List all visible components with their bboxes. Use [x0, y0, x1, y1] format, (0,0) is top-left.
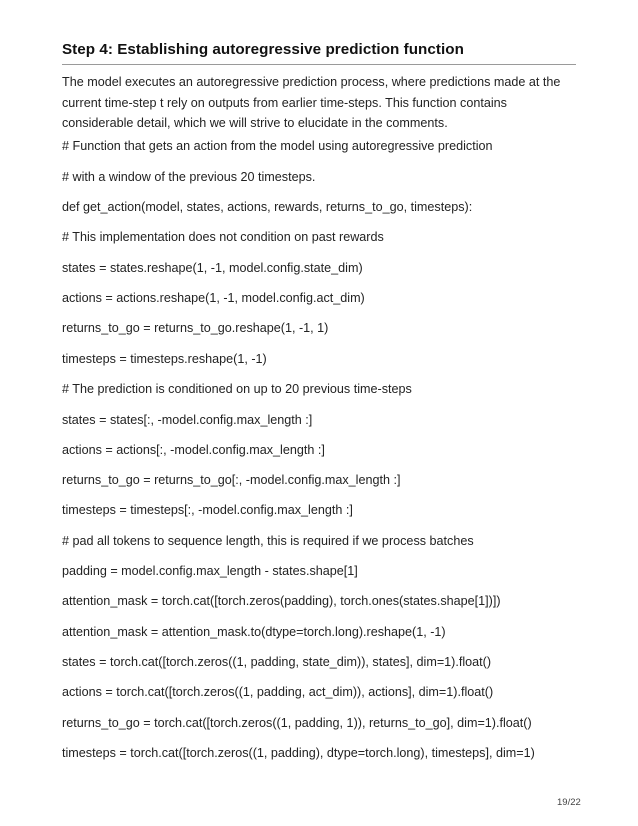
code-line: returns_to_go = torch.cat([torch.zeros((1, padding, 1)), returns_to_go], dim=1).float() — [62, 716, 532, 730]
code-line: states = states[:, -model.config.max_length :] — [62, 413, 313, 427]
code-line: padding = model.config.max_length - states.shape[1] — [62, 564, 358, 578]
code-line: states = torch.cat([torch.zeros((1, padding, state_dim)), states], dim=1).float() — [62, 655, 492, 669]
code-line: actions = torch.cat([torch.zeros((1, padding, act_dim)), actions], dim=1).float() — [62, 685, 494, 699]
code-line: timesteps = timesteps.reshape(1, -1) — [62, 352, 267, 366]
document-page — [62, 0, 576, 826]
page-number: 19/22 — [557, 797, 581, 808]
code-line: attention_mask = attention_mask.to(dtype=torch.long).reshape(1, -1) — [62, 625, 446, 639]
code-line: def get_action(model, states, actions, rewards, returns_to_go, timesteps): — [62, 200, 473, 214]
code-line: returns_to_go = returns_to_go[:, -model.config.max_length :] — [62, 473, 401, 487]
code-line: # The prediction is conditioned on up to 20 previous time-steps — [62, 382, 412, 396]
code-line: # with a window of the previous 20 timesteps. — [62, 170, 316, 184]
code-line: timesteps = timesteps[:, -model.config.max_length :] — [62, 503, 353, 517]
heading-divider — [62, 64, 576, 65]
code-line: returns_to_go = returns_to_go.reshape(1, -1, 1) — [62, 321, 329, 335]
code-line: timesteps = torch.cat([torch.zeros((1, padding), dtype=torch.long), timesteps], dim=1) — [62, 746, 535, 760]
code-line: # pad all tokens to sequence length, this is required if we process batches — [62, 534, 474, 548]
code-line: attention_mask = torch.cat([torch.zeros(padding), torch.ones(states.shape[1])]) — [62, 594, 501, 608]
section-heading: Step 4: Establishing autoregressive prediction function — [62, 41, 464, 58]
intro-paragraph: The model executes an autoregressive prediction process, where predictions made at the current time-step t rely on outputs from earlier time-steps. This function contains considerable detail, which we will strive to elucidate in the comments. — [62, 75, 561, 130]
code-line: actions = actions.reshape(1, -1, model.config.act_dim) — [62, 291, 365, 305]
code-line: # This implementation does not condition on past rewards — [62, 230, 384, 244]
code-line: actions = actions[:, -model.config.max_length :] — [62, 443, 325, 457]
code-line: states = states.reshape(1, -1, model.config.state_dim) — [62, 261, 363, 275]
code-line: # Function that gets an action from the model using autoregressive prediction — [62, 139, 493, 153]
